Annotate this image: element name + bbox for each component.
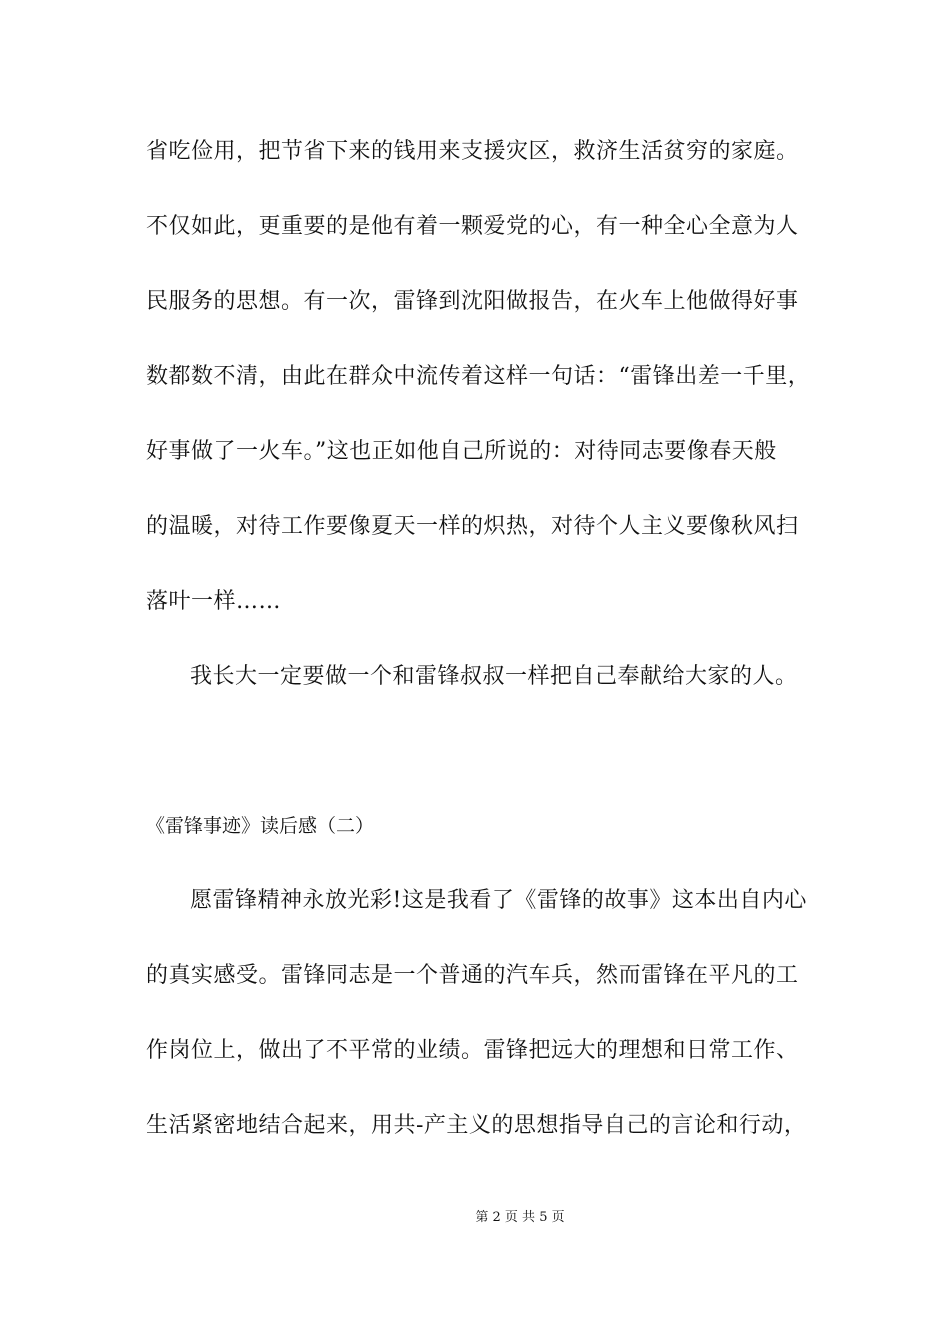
text-line: 的温暖，对待工作要像夏天一样的炽热，对待个人主义要像秋风扫 <box>146 514 799 539</box>
page-number-footer: 第 2 页 共 5 页 <box>475 1210 565 1225</box>
text-line: 民服务的思想。有一次，雷锋到沈阳做报告，在火车上他做得好事 <box>146 289 799 314</box>
text-line: 作岗位上，做出了不平常的业绩。雷锋把远大的理想和日常工作、 <box>146 1038 799 1063</box>
text-line: 不仅如此，更重要的是他有着一颗爱党的心，有一种全心全意为人 <box>146 214 799 239</box>
text-line: 愿雷锋精神永放光彩!这是我看了《雷锋的故事》这本出自内心 <box>190 888 807 913</box>
text-line: 的真实感受。雷锋同志是一个普通的汽车兵，然而雷锋在平凡的工 <box>146 963 799 988</box>
section-title: 《雷锋事迹》读后感（二） <box>146 815 375 837</box>
text-line: 落叶一样…… <box>146 589 282 614</box>
text-line: 好事做了一火车。”这也正如他自己所说的：对待同志要像春天般 <box>146 439 777 464</box>
text-line: 生活紧密地结合起来，用共-产主义的思想指导自己的言论和行动， <box>146 1113 807 1138</box>
text-line: 数都数不清，由此在群众中流传着这样一句话：“雷锋出差一千里， <box>146 364 811 389</box>
text-line: 我长大一定要做一个和雷锋叔叔一样把自己奉献给大家的人。 <box>190 664 798 689</box>
text-line: 省吃俭用，把节省下来的钱用来支援灾区，救济生活贫穷的家庭。 <box>146 139 799 164</box>
